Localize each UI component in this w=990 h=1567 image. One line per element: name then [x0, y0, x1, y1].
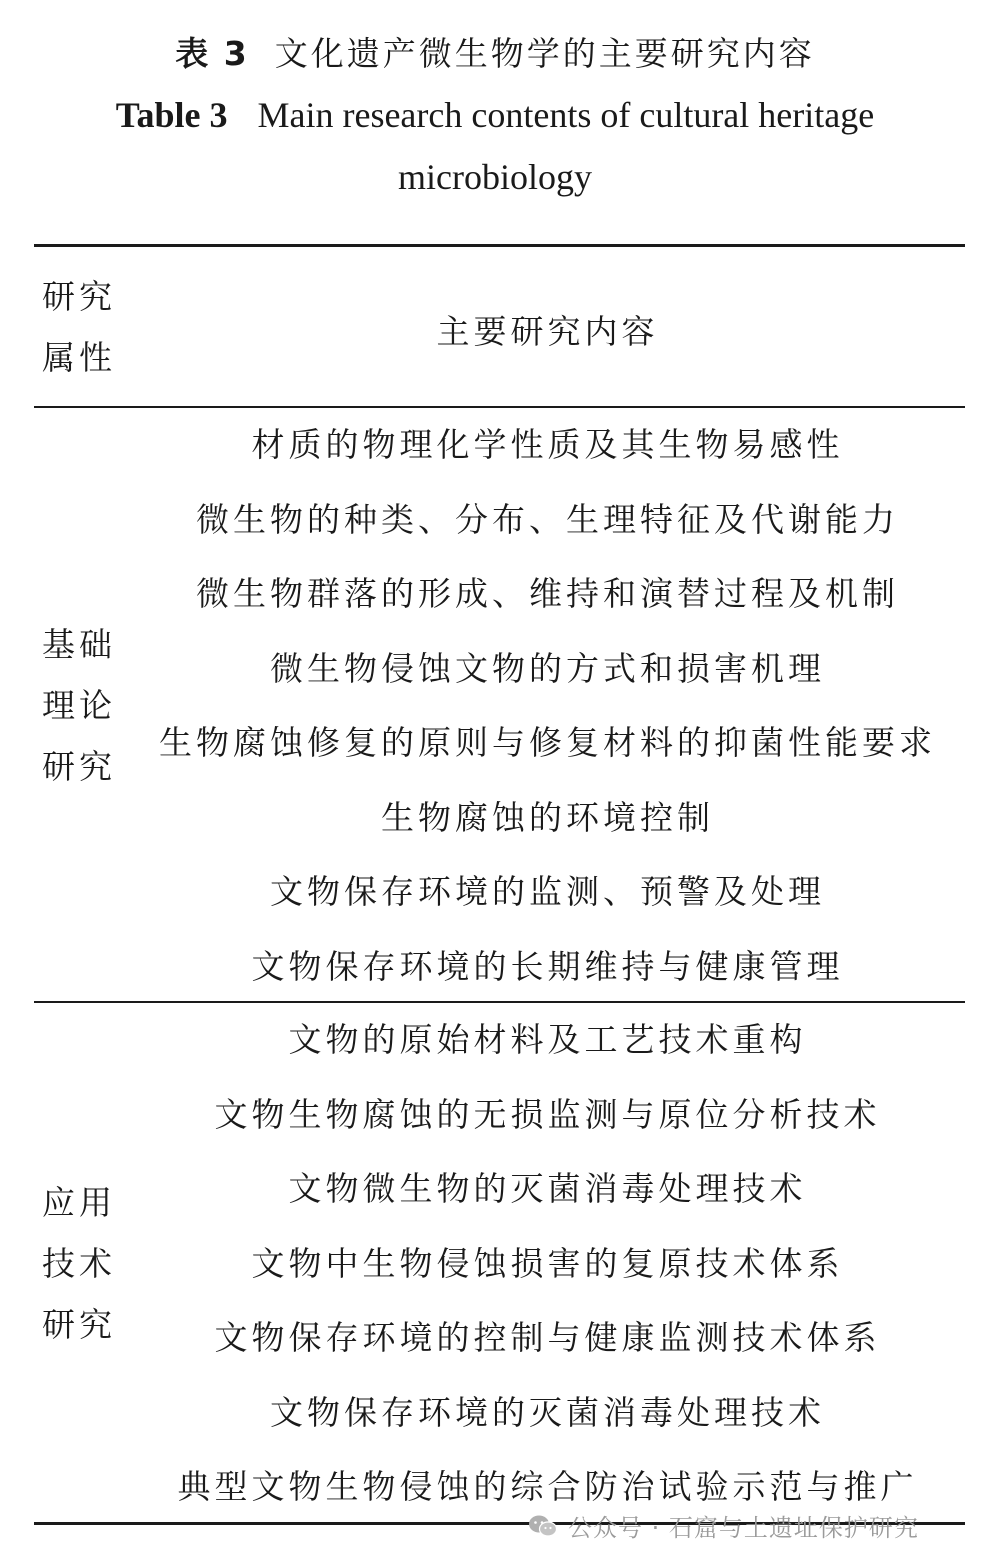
- header-content: 主要研究内容: [436, 312, 659, 351]
- section-label-line: 技术: [42, 1244, 116, 1283]
- caption-cn-title: 文化遗产微生物学的主要研究内容: [274, 34, 815, 73]
- table-row: 材质的物理化学性质及其生物易感性: [251, 425, 844, 464]
- table-row: 文物保存环境的灭菌消毒处理技术: [270, 1392, 825, 1432]
- table-top-rule: [34, 244, 965, 247]
- header-attribute-line1: 研究: [42, 277, 116, 316]
- caption-en: [0, 94, 990, 136]
- section-label-line: 应用: [42, 1183, 116, 1222]
- caption-en-title-line2: microbiology: [398, 157, 592, 197]
- table-row: 文物保存环境的监测、预警及处理: [270, 872, 825, 911]
- table-row: 典型文物生物侵蚀的综合防治试验示范与推广: [177, 1467, 918, 1506]
- table-row: 文物生物腐蚀的无损监测与原位分析技术: [214, 1094, 881, 1134]
- caption-en-title-line1: Main research contents of cultural heritage: [257, 95, 875, 135]
- watermark-text: 公众号 · 石窟与土遗址保护研究: [568, 1514, 919, 1542]
- section-label-line: 基础: [42, 625, 116, 664]
- section-label-line: 研究: [42, 747, 116, 786]
- section-label-applied: [42, 1172, 132, 1355]
- table-row: 生物腐蚀修复的原则与修复材料的抑菌性能要求: [159, 723, 936, 762]
- section-label-line: 研究: [42, 1305, 116, 1344]
- section-label-basic: [42, 614, 132, 797]
- watermark: [528, 1508, 919, 1543]
- table-row: 文物的原始材料及工艺技术重构: [288, 1020, 807, 1059]
- table-row: 文物微生物的灭菌消毒处理技术: [288, 1169, 807, 1208]
- caption-cn: [0, 28, 990, 75]
- table-row: 文物保存环境的控制与健康监测技术体系: [214, 1318, 881, 1357]
- section-label-line: 理论: [42, 686, 116, 725]
- caption-cn-label: 表 3: [175, 34, 249, 73]
- section-items-applied: [130, 1003, 965, 1525]
- header-attribute: [42, 266, 132, 388]
- table-row: 文物保存环境的长期维持与健康管理: [251, 946, 844, 986]
- section-items-basic: [130, 408, 965, 1004]
- table-row: 微生物的种类、分布、生理特征及代谢能力: [196, 499, 899, 539]
- table-row: 文物中生物侵蚀损害的复原技术体系: [251, 1243, 844, 1283]
- table-row: 微生物群落的形成、维持和演替过程及机制: [196, 574, 899, 613]
- caption-en-label: Table 3: [115, 95, 228, 135]
- table-row: 微生物侵蚀文物的方式和损害机理: [270, 648, 825, 688]
- table-row: 生物腐蚀的环境控制: [381, 797, 714, 837]
- wechat-icon: [528, 1514, 558, 1538]
- header-attribute-line2: 属性: [42, 338, 116, 377]
